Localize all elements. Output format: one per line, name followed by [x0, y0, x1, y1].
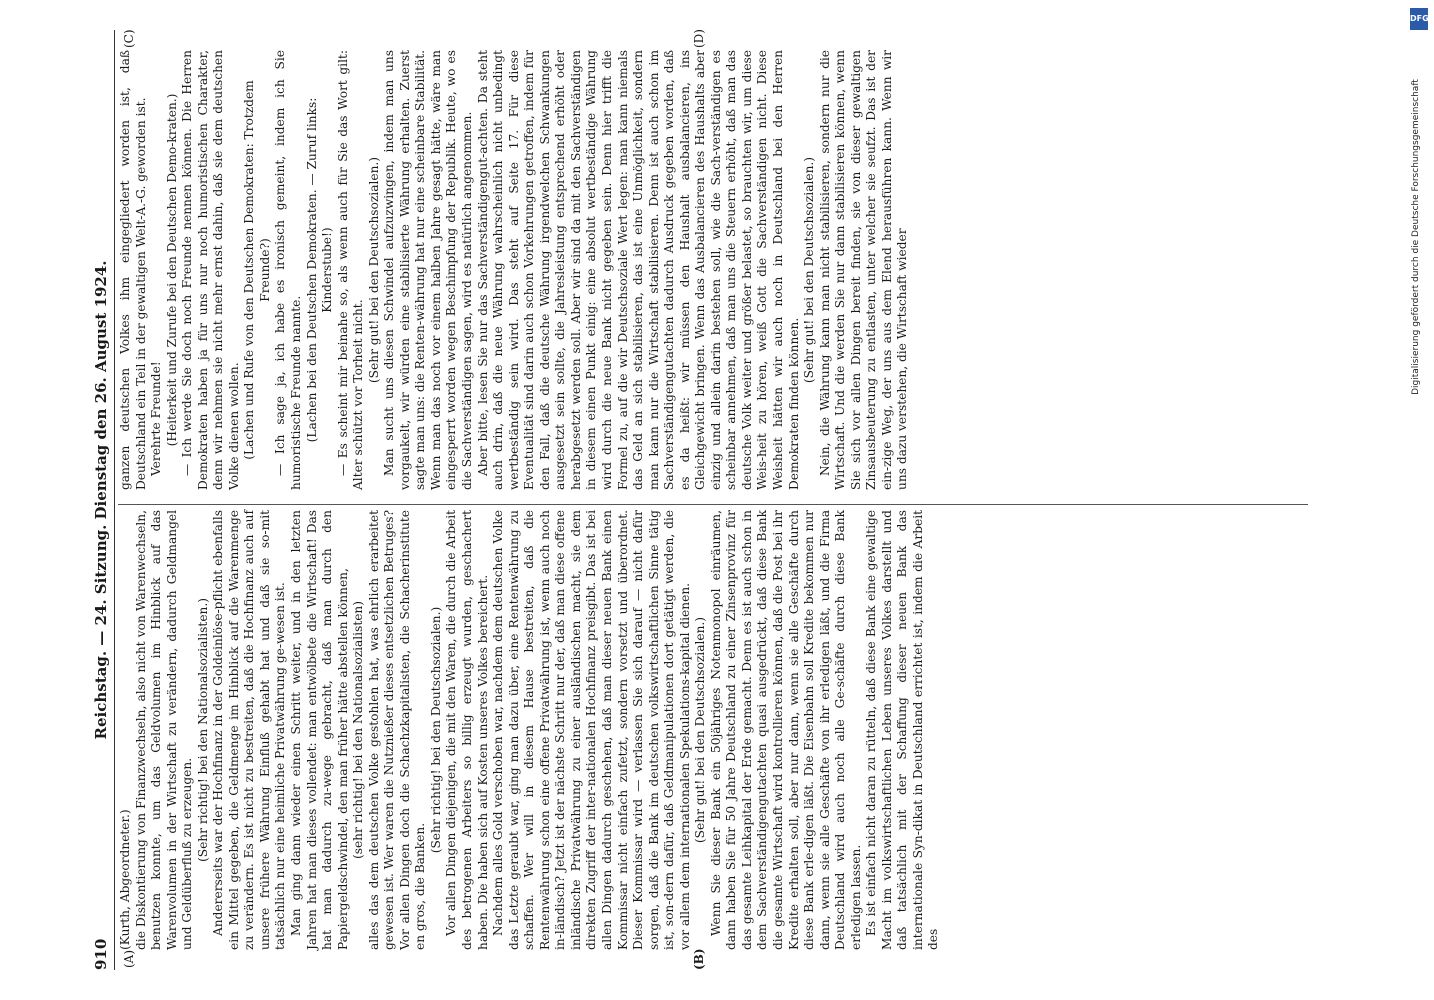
- paragraph: Wenn Sie dieser Bank ein 50jähriges Notenmonopol einräumen, dann haben Sie für 50 Jahre Deutschland zu einer Zinsenprovinz für das gesamte Leihkapital der Erde gemacht. Denn es ist auch schon in dem Sachverständigengutachten quasi ausgedrückt, daß diese Bank die gesamte Wirtschaft wird kontrollieren können, daß die Post bei ihr Kredite erhalten soll, aber nur dann, wenn sie alle Geschäfte durch diese Bank erle-digen läßt. Die Eisenbahn soll Kredite bekommen nur dann, wenn sie alle Geschäfte von ihr erledigen läßt, und die Firma Deutschland wird auch noch alle Ge-schäfte durch diese Bank erledigen lassen.: [708, 510, 863, 950]
- dfg-logo: DFG: [1410, 8, 1428, 30]
- paragraph: (Sehr gut! bei den Deutschsozialen.): [366, 156, 381, 384]
- paragraph: Verehrte Freunde!: [149, 361, 164, 476]
- paragraph: — Ich werde Sie doch noch Freunde nennen können. Die Herren Demokraten haben ja für uns nur noch humoristischen Charakter, denn wir nehmen sie nicht mehr ernst dahin, daß sie dem deutschen Volke dienen wollen.: [180, 50, 241, 490]
- paragraph: Vor allen Dingen diejenigen, die mit den Waren, die durch die Arbeit des betrogenen Arbeiters so billig erzeugt wurden, geschachert haben. Die haben sich auf Kosten unseres Volkes bereichert.: [444, 510, 490, 950]
- paragraph: (Sehr gut! bei den Deutschsozialen.): [693, 616, 708, 844]
- margin-marker-c: (C): [122, 29, 136, 48]
- paragraph: Aber bitte, lesen Sie nur das Sachverständigengut-achten. Da steht auch drin, daß die neue Währung wahrscheinlich nicht unbedingt wertbeständig sein wird. Das steht auf Seite 17. Für diese Eventualität sind darin auch schon Vorkehrungen getroffen, indem für den Fall, daß die deutsche Währung irgendwelchen Schwankungen ausgesetzt sein sollte, die Jahresleistung entsprechend erhöht oder herabgesetzt werden soll. Aber wir sind da mit den Sachverständigen in diesem einen Punkt einig: eine absolut wertbeständige Währung wird durch die neue Bank nicht gegeben sein. Denn hier trifft die Formel zu, auf die wir Deutschsoziale Wert legen: man kann niemals das Geld an sich stabilisieren, das ist eine Unmöglichkeit, sondern man kann nur die Wirtschaft stabilisieren. Denn ist auch schon im Sachverständigengutachten dadurch Ausdruck gegeben worden, daß es da heißt: wir müssen den Haushalt ausbalancieren, ins Gleichgewicht bringen. Wenn das Ausbalancieren des Haushalts aber einzig und allein darin bestehen soll, wie die Sach-verständigen es scheinbar annehmen, daß man uns die Steuern erhöht, daß man das deutsche Volk weiter und größer belastet, so brauchten wir, um diese Weis-heit zu hören, weiß Gott die Sachverständigen nicht. Diese Weisheit hätten wir auch noch in Deutschland bei den Herren Demokraten finden können.: [475, 50, 801, 490]
- paragraph: Nein, die Währung kann man nicht stabilisieren, sondern nur die Wirtschaft. Und die werden Sie nur dann stabilisieren können, wenn Sie sich vor allen Dingen bereit finden, sie von dieser gewaltigen Zinsausbeuterung zu entlasten, unter welcher sie seufzt. Das ist der ein-zige Weg, der uns aus dem Elend herausführen kann. Wenn wir uns dazu verstehen, die Wirtschaft wieder: [817, 50, 910, 490]
- page-header: [92, 30, 114, 970]
- digitization-credit: Digitalisierung gefördert durch die Deutsche Forschungsgemeinschaft: [1411, 79, 1421, 395]
- paragraph: — Es scheint mir beinahe so, als wenn auch für Sie das Wort gilt: Alter schützt vor Torheit nicht.: [335, 50, 366, 490]
- header-rule: [114, 30, 115, 970]
- document-page: [92, 30, 1322, 970]
- right-column: [118, 50, 911, 490]
- page-number: 910: [92, 938, 110, 970]
- paragraph: ganzen deutschen Volkes ihm eingegliedert worden ist, daß Deutschland ein Teil in der gewaltigen Welt-A.-G. geworden ist.: [118, 50, 148, 490]
- paragraph: (Lachen bei den Deutschen Demokraten. — Zuruf links: Kinderstube!): [304, 97, 335, 443]
- page-title: Reichstag. — 24. Sitzung. Dienstag den 26. August 1924.: [92, 260, 110, 740]
- paragraph: (Sehr gut! bei den Deutschsozialen.): [802, 156, 817, 384]
- paragraph: Man sucht uns diesen Schwindel aufzuzwingen, indem man uns vorgaukelt, wir würden eine stabilisierte Währung erhalten. Zuerst sagte man uns: die Renten-währung hat nur eine scheinbare Stabilität. Wenn man das noch vor einem halben Jahre gesagt hätte, wäre man eingesperrt worden wegen Beschimpfung der Republik. Heute, wo es die Sachverständigen sagen, wird es natürlich angenommen.: [382, 50, 475, 490]
- paragraph: alles das dem deutschen Volke gestohlen hat, was ehrlich erarbeitet gewesen ist. Wer waren die Nutznießer dieses entsetzlichen Betruges? Vor allen Dingen doch die Schachzkapitalisten, die Schacherinstitute en gros, die Banken.: [366, 510, 428, 950]
- margin-marker-d: (D): [692, 29, 706, 48]
- margin-marker-b: (B): [692, 948, 706, 970]
- paragraph: (Heiterkeit und Zurufe bei den Deutschen Demo-kraten.): [164, 93, 179, 447]
- paragraph: Es ist einfach nicht daran zu rütteln, daß diese Bank eine gewaltige Macht im volkswirtschaftlichen Leben unseres Volkes darstellt und daß tatsächlich mit der Schaffung dieser neuen Bank das internationale Syn-dikat in Deutschland errichtet ist, indem die Arbeit des: [864, 510, 941, 950]
- paragraph: (Sehr richtig! bei den Nationalsozialisten.): [195, 597, 210, 863]
- paragraph: (sehr richtig! bei den Nationalsozialisten): [351, 600, 366, 860]
- paragraph: — Ich sage ja, ich habe es ironisch gemeint, indem ich Sie humoristische Freunde nannte.: [273, 50, 304, 490]
- column-divider: [118, 504, 1308, 505]
- left-column: [118, 510, 942, 950]
- paragraph: Andererseits war der Hochfinanz in der Goldeinlöse-pflicht ebenfalls ein Mittel gegeben, die Geldmenge im Hinblick auf die Warenmenge zu verändern. Es ist nicht zu bestreiten, daß die Hochfinanz auch auf unsere frühere Währung Einfluß gehabt hat und daß sie so-mit tatsächlich nur eine heimliche Privatwährung ge-wesen ist.: [211, 510, 288, 950]
- paragraph: (Lachen und Rufe von den Deutschen Demokraten: Trotzdem Freunde?): [242, 80, 272, 460]
- paragraph: Nachdem alles Gold verschoben war, nachdem dem deutschen Volke das Letzte geraubt war, ging man dazu über, eine Rentenwährung zu schaffen. Wer will in diesem Hause bestreiten, daß die Rentenwährung schon eine offene Privatwährung ist, wenn auch noch in-ländisch? Jetzt ist der nächste Schritt nur der, daß man diese offene inländische Privatwährung zu einer ausländischen macht, sie dem direkten Zugriff der inter-nationalen Hochfinanz preisgibt. Das ist bei allen Dingen dadurch geschehen, daß man dieser neuen Bank einen Kommissar nicht einfach zufetzt, sondern vorsetzt und überordnet. Dieser Kommissar wird — verlassen Sie sich darauf — nicht dafür sorgen, daß die Bank im deutschen volkswirtschaftlichen Sinne tätig ist, son-dern dafür, daß Geldmanipulationen dort getätigt werden, die vor allem dem internationalen Spekulations-kapital dienen.: [491, 510, 692, 950]
- digitization-sidebar: [1408, 0, 1430, 1000]
- paragraph: (Kurth, Abgeordneter.): [118, 809, 132, 950]
- paragraph: die Diskontierung von Finanzwechseln, also nicht von Warenwechseln, benutzen konnte, um das Geldvolumen im Hinblick auf das Warenvolumen in der Wirtschaft zu verändern, dadurch Geldmangel und Geldüberfluß zu erzeugen.: [133, 510, 195, 950]
- paragraph: Man ging dann wieder einen Schritt weiter, und in den letzten Jahren hat man dieses vollendet: man entwölbete die Wirtschaft! Das hat man dadurch zu-wege gebracht, daß man durch den Papiergeldschwindel, den man früher hätte abstellen können,: [289, 510, 350, 950]
- margin-marker-a: (A): [122, 949, 136, 968]
- paragraph: (Sehr richtig! bei den Deutschsozialen.): [428, 606, 443, 854]
